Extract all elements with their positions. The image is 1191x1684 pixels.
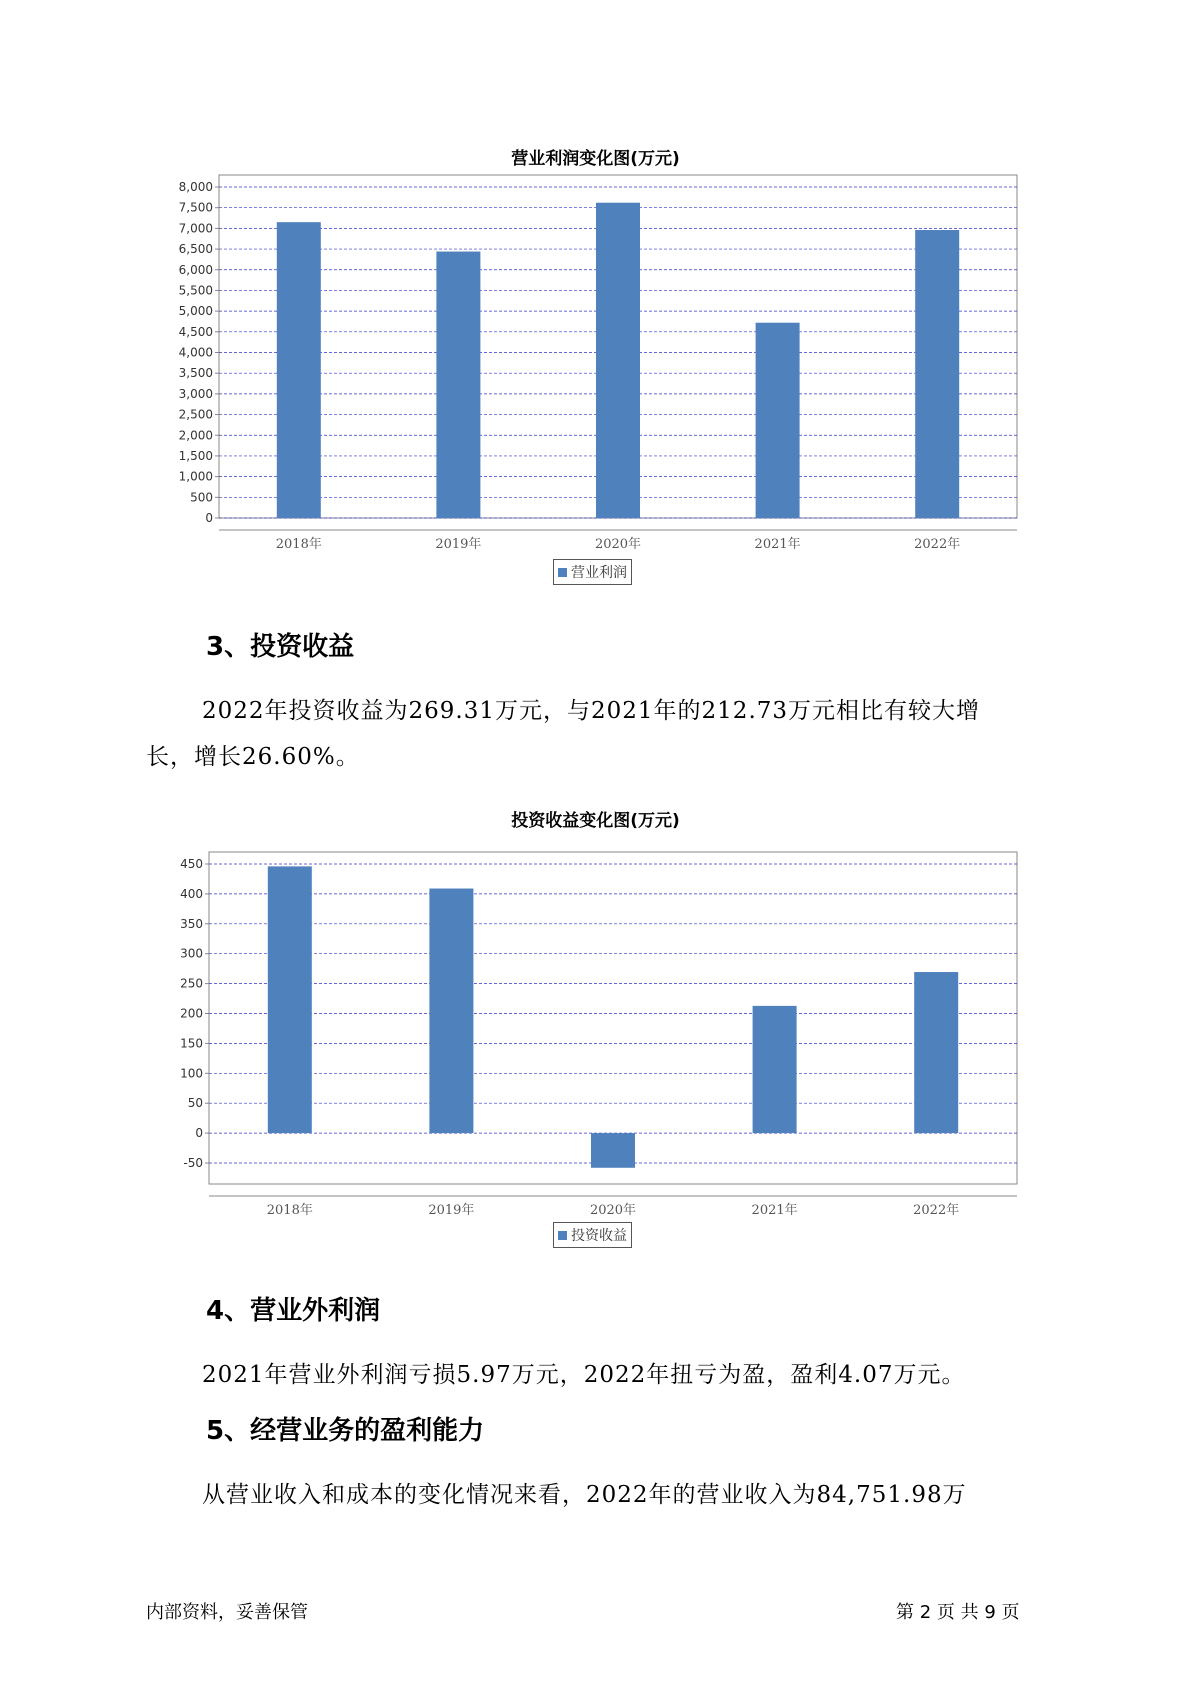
y-tick-label: 2,000 — [178, 428, 213, 443]
x-tick-label: 2020年 — [589, 1203, 637, 1218]
y-tick-label: 50 — [187, 1096, 203, 1111]
y-tick-label: 200 — [180, 1006, 203, 1021]
x-tick-label: 2021年 — [754, 537, 801, 552]
y-tick-label: 6,500 — [178, 242, 213, 257]
y-tick-label: 1,000 — [178, 469, 213, 484]
y-tick-label: 7,500 — [178, 200, 213, 215]
y-tick-label: 300 — [180, 946, 203, 961]
y-tick-label: 100 — [180, 1066, 203, 1081]
bar — [429, 889, 473, 1134]
x-tick-label: 2018年 — [275, 537, 322, 552]
section-heading-profitability: 5、经营业务的盈利能力 — [206, 1416, 485, 1446]
y-tick-label: 7,000 — [178, 221, 213, 236]
chart-legend — [553, 1222, 632, 1248]
y-tick-label: 3,000 — [178, 386, 213, 401]
y-tick-label: 4,000 — [178, 345, 213, 360]
paragraph-line: 从营业收入和成本的变化情况来看，2022年的营业收入为84,751.98万 — [202, 1482, 967, 1508]
y-tick-label: 3,500 — [178, 366, 213, 381]
x-tick-label: 2021年 — [751, 1203, 798, 1218]
bar — [914, 972, 958, 1133]
legend-label: 营业利润 — [571, 565, 627, 581]
y-tick-label: 0 — [195, 1126, 203, 1141]
y-tick-label: 450 — [180, 857, 203, 871]
legend-label: 投资收益 — [571, 1228, 627, 1244]
x-tick-label: 2022年 — [913, 1203, 960, 1218]
legend-swatch — [558, 1231, 567, 1240]
bar — [268, 866, 312, 1133]
chart-title: 投资收益变化图(万元) — [511, 811, 680, 831]
x-tick-label: 2018年 — [266, 1203, 313, 1218]
y-tick-label: 0 — [205, 511, 213, 525]
y-tick-label: 4,500 — [178, 324, 213, 339]
paragraph-line: 2022年投资收益为269.31万元，与2021年的212.73万元相比有较大增 — [202, 698, 981, 724]
x-tick-label: 2022年 — [914, 537, 961, 552]
y-tick-label: -50 — [183, 1156, 203, 1170]
paragraph-line: 2021年营业外利润亏损5.97万元，2022年扭亏为盈，盈利4.07万元。 — [202, 1362, 966, 1388]
footer-confidential: 内部资料，妥善保管 — [146, 1602, 308, 1623]
y-tick-label: 5,500 — [178, 283, 213, 298]
y-tick-label: 500 — [190, 490, 213, 505]
bar — [753, 1006, 797, 1133]
bar — [591, 1133, 635, 1168]
x-tick-label: 2019年 — [435, 537, 482, 552]
x-tick-label: 2020年 — [594, 537, 642, 552]
paragraph-line: 长，增长26.60%。 — [146, 744, 360, 770]
y-tick-label: 2,500 — [178, 407, 213, 422]
y-tick-label: 8,000 — [178, 180, 213, 194]
y-tick-label: 400 — [180, 886, 203, 901]
y-tick-label: 5,000 — [178, 304, 213, 319]
footer-page-number: 第 2 页 共 9 页 — [896, 1602, 1020, 1623]
section-heading-non-operating-profit: 4、营业外利润 — [206, 1296, 381, 1326]
section-heading-investment-income: 3、投资收益 — [206, 632, 355, 662]
chart-title: 营业利润变化图(万元) — [511, 149, 680, 169]
y-tick-label: 250 — [180, 976, 203, 991]
x-tick-label: 2019年 — [428, 1203, 475, 1218]
y-tick-label: 1,500 — [178, 448, 213, 463]
y-tick-label: 350 — [180, 916, 203, 931]
y-tick-label: 6,000 — [178, 262, 213, 277]
y-tick-label: 150 — [180, 1036, 203, 1051]
